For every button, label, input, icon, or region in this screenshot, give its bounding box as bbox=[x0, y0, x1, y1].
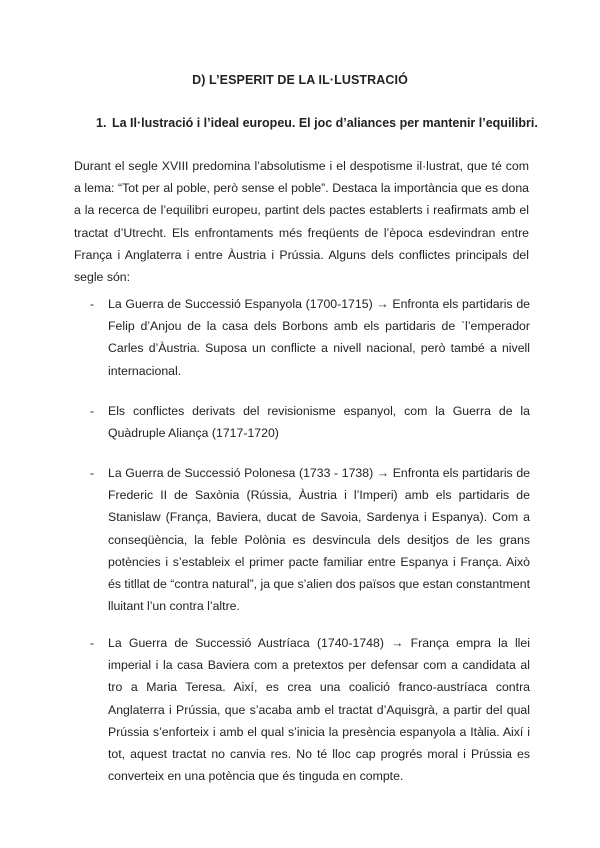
list-item-text: La Guerra de Successió Polonesa (1733 - 1738) → Enfronta els partidaris de Frederic II de Saxònia (Rússia, Àustria i l’Imperi) amb els partidaris de Stanislaw (França, Baviera, ducat de Savoia, Sardenya i Espanya). Com a conseqüència, la feble Polònia es desvincula dels desitjos de les grans potències i s’estableix el primer pacte familiar entre Espanya i França. Això és titllat de “contra natural”, ja que s’alien dos països que estan constantment lluitant l’un contra l’altre. bbox=[108, 466, 530, 614]
list-item-text: La Guerra de Successió Austríaca (1740-1748) → França empra la llei imperial i la casa Baviera com a pretextos per defensar com a candidata al tro a Maria Teresa. Així, es crea una coalició franco-austríaca contra Anglaterra i Prússia, que s’acaba amb el tractat d’Aquisgrà, a partir del qual Prússia s’enforteix i amb el qual s’inicia la presència espanyola a Itàlia. Així i tot, aquest tractat no canvia res. No té lloc cap progrés moral i Prússia es converteix en una potència que és tinguda en compte. bbox=[108, 636, 530, 784]
list-item-text: La Guerra de Successió Espanyola (1700-1715) → Enfronta els partidaris de Felip d’Anjou de la casa dels Borbons amb els partidaris de `l’emperador Carles d’Àustria. Suposa un conflicte a nivell nacional, però també a nivell internacional. bbox=[108, 297, 530, 378]
list-item bbox=[90, 400, 530, 444]
list-item bbox=[90, 293, 530, 382]
list-bullet: - bbox=[90, 404, 95, 418]
list-bullet: - bbox=[90, 636, 95, 650]
intro-paragraph: Durant el segle XVIII predomina l’absolutisme i el despotisme il·lustrat, que té com a lema: “Tot per al poble, però sense el poble”. Destaca la importància que es dona a la recerca de l’equilibri europeu, partint dels pactes establerts i reafirmats amb el tractat d’Utrecht. Els enfrontaments més freqüents de l’època esdevindran entre França i Anglaterra i entre Àustria i Prússia. Alguns dels conflictes principals del segle són: bbox=[74, 159, 529, 285]
section-heading bbox=[96, 116, 566, 130]
list-item-text: Els conflictes derivats del revisionisme espanyol, com la Guerra de la Quàdruple Aliança (1717-1720) bbox=[108, 404, 530, 441]
section-title: La Il·lustració i l’ideal europeu. El joc d’aliances per mantenir l’equilibri. bbox=[112, 116, 538, 130]
page-title: D) L’ESPERIT DE LA IL·LUSTRACIÓ bbox=[192, 73, 408, 87]
section-number: 1. bbox=[96, 116, 107, 130]
list-item bbox=[90, 462, 530, 617]
list-bullet: - bbox=[90, 297, 95, 311]
list-bullet: - bbox=[90, 466, 95, 480]
list-item bbox=[90, 632, 530, 787]
